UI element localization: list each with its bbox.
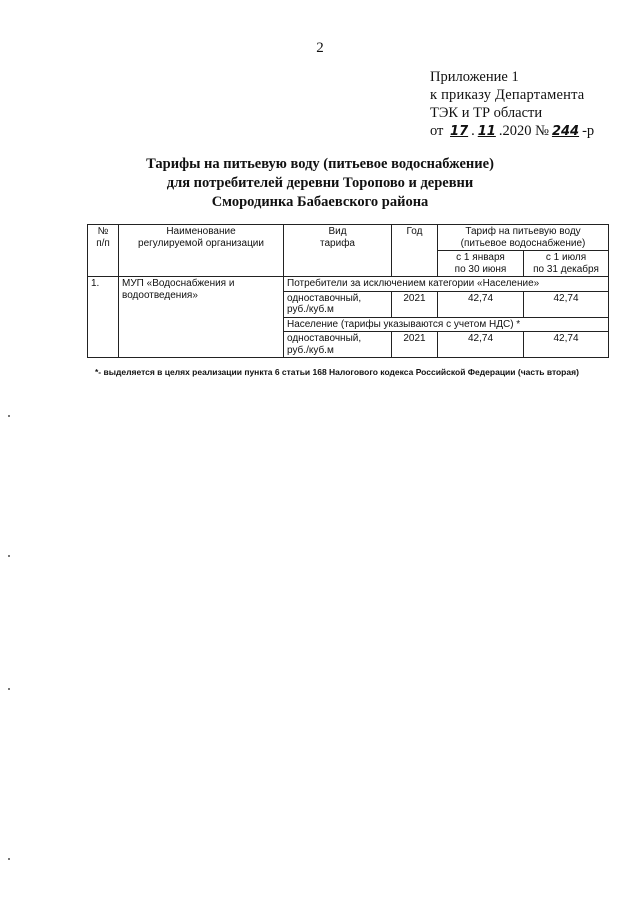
header-year: Год [392,225,438,277]
appendix-title: Приложение 1 [430,69,519,85]
tariff-value-period-1: 42,74 [438,291,524,317]
header-number: № п/п [88,225,119,277]
document-title [0,155,640,212]
appendix-header [430,68,594,141]
tariff-type: одноставочный, руб./куб.м [284,291,392,317]
organization-name: МУП «Водоснабжения и водоотведения» [119,277,284,358]
tariff-type: одноставочный, руб./куб.м [284,332,392,358]
scan-mark [8,858,10,860]
scan-mark [8,555,10,557]
appendix-department: ТЭК и ТР области [430,105,543,121]
tariff-value-period-2: 42,74 [524,291,609,317]
header-period-1: с 1 января по 30 июня [438,251,524,277]
order-suffix: -р [582,123,595,139]
header-tariff-type: Вид тарифа [284,225,392,277]
header-period-2: с 1 июля по 31 декабря [524,251,609,277]
footnote: *- выделяется в целях реализации пункта 6 статьи 168 Налогового кодекса Российской Федерации (часть вторая) [95,367,579,377]
tariff-value-period-2: 42,74 [524,332,609,358]
tariff-year: 2021 [392,332,438,358]
tariff-value-period-1: 42,74 [438,332,524,358]
title-line-2: для потребителей деревни Торопово и деревни [166,175,474,191]
scan-mark [8,415,10,417]
header-tariff: Тариф на питьевую воду (питьевое водоснабжение) [438,225,609,251]
handwritten-day: 17 [450,124,469,139]
appendix-date-line: от 17 . 11 .2020 № 244 -р [430,123,595,139]
title-line-1: Тарифы на питьевую воду (питьевое водоснабжение) [146,156,494,172]
page-number: 2 [316,40,324,56]
date-prefix: от [430,123,444,139]
handwritten-order-number: 244 [551,124,580,139]
group-label: Потребители за исключением категории «Население» [284,277,609,292]
title-line-3: Смородинка Бабаевского района [211,194,429,210]
table-header-row [88,225,609,251]
group-label: Население (тарифы указываются с учетом НДС) * [284,317,609,332]
tariff-table [87,224,609,358]
table-row [88,277,609,292]
scan-mark [8,688,10,690]
handwritten-month: 11 [477,124,496,139]
row-number: 1. [88,277,119,358]
appendix-order-ref: к приказу Департамента [430,87,585,103]
date-year: .2020 № [498,123,549,139]
tariff-year: 2021 [392,291,438,317]
header-organization: Наименование регулируемой организации [119,225,284,277]
